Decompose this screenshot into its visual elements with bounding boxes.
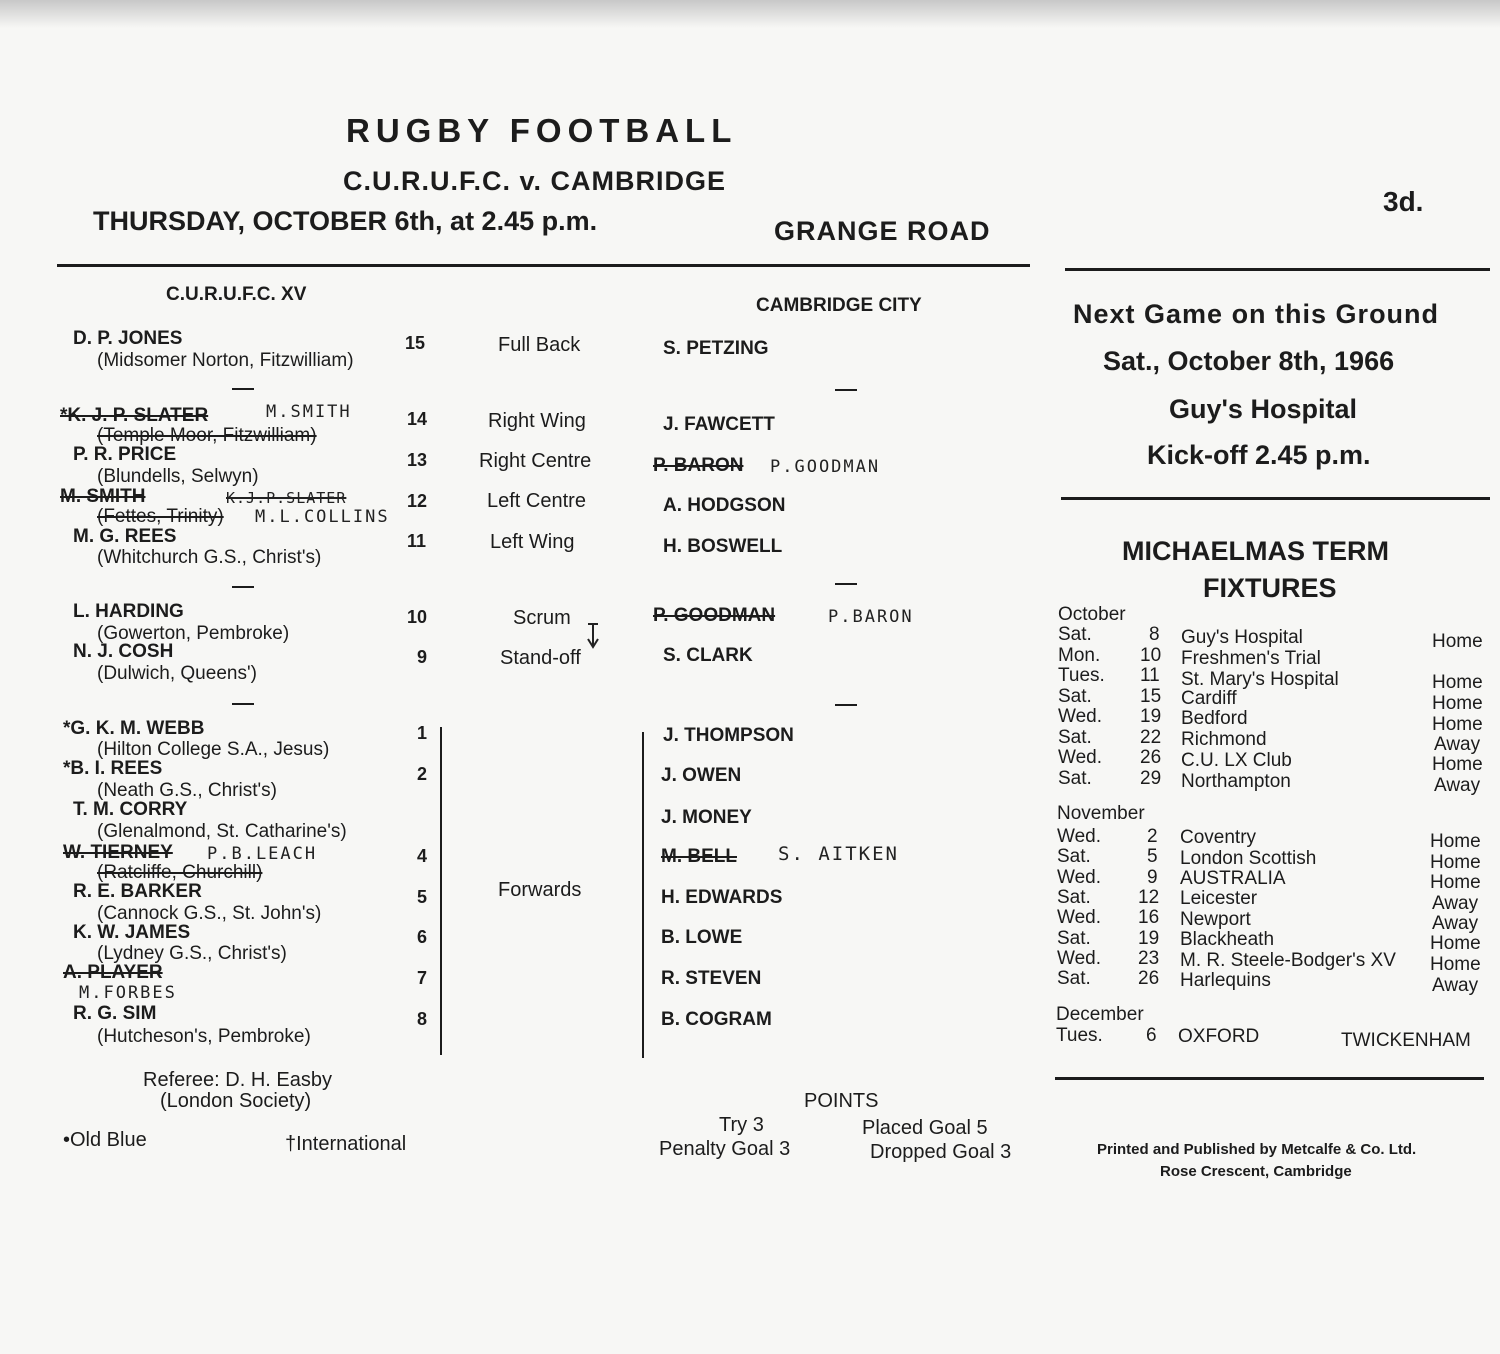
fixture-date: 5 xyxy=(1147,846,1158,867)
fixture-day: Wed. xyxy=(1057,867,1102,888)
home-player-name: M. G. REES xyxy=(73,526,177,547)
fixture-opponent: Leicester xyxy=(1180,888,1258,909)
section-divider xyxy=(232,388,254,390)
points-dropped: Dropped Goal 3 xyxy=(870,1141,1012,1163)
handwritten-replacement: P.BARON xyxy=(828,607,914,627)
handwritten-replacement: S. AITKEN xyxy=(778,843,899,865)
match-title: C.U.R.U.F.C. v. CAMBRIDGE xyxy=(343,166,727,196)
fixture-venue: Home xyxy=(1430,933,1481,954)
home-player-name: R. G. SIM xyxy=(73,1003,157,1024)
home-player-school: (Midsomer Norton, Fitzwilliam) xyxy=(97,350,354,371)
home-player-number: 14 xyxy=(407,409,428,429)
position-label: Forwards xyxy=(498,879,582,901)
away-player-name: M. BELL xyxy=(661,846,737,867)
handwritten-replacement: K.J.P.SLATER xyxy=(226,489,347,507)
position-label: Left Centre xyxy=(487,490,586,512)
fixture-date: 26 xyxy=(1140,747,1162,768)
fixture-date: 16 xyxy=(1138,907,1160,928)
fixture-date: 9 xyxy=(1147,867,1158,888)
home-player-number: 11 xyxy=(407,531,427,551)
home-player-school: (Cannock G.S., St. John's) xyxy=(97,903,322,924)
points-penalty: Penalty Goal 3 xyxy=(659,1138,791,1160)
fixture-opponent: OXFORD xyxy=(1178,1026,1260,1047)
fixture-venue: Home xyxy=(1432,714,1483,735)
fixture-day: Tues. xyxy=(1058,665,1105,686)
fixture-month: December xyxy=(1056,1004,1144,1025)
fixture-day: Sat. xyxy=(1058,768,1092,789)
home-player-name: T. M. CORRY xyxy=(73,799,188,820)
fixture-day: Wed. xyxy=(1057,948,1102,969)
fixture-date: 11 xyxy=(1140,665,1160,686)
home-player-name: A. PLAYER xyxy=(63,962,163,983)
position-label: Right Centre xyxy=(479,450,592,472)
home-player-school: (Lydney G.S., Christ's) xyxy=(97,943,287,964)
handwritten-replacement: P.B.LEACH xyxy=(207,844,318,864)
home-player-school: (Whitchurch G.S., Christ's) xyxy=(97,547,322,568)
fixture-date: 26 xyxy=(1138,968,1160,989)
fixture-opponent: Northampton xyxy=(1181,771,1291,792)
fixture-day: Wed. xyxy=(1058,706,1103,727)
home-player-number: 2 xyxy=(417,764,428,784)
away-player-name: J. OWEN xyxy=(661,765,742,786)
fixture-venue: Away xyxy=(1434,734,1481,755)
home-player-name: P. R. PRICE xyxy=(73,444,177,465)
fixture-day: Mon. xyxy=(1058,645,1101,666)
home-player-number: 1 xyxy=(417,723,428,743)
fixture-day: Tues. xyxy=(1056,1025,1103,1046)
home-player-name: K. W. JAMES xyxy=(73,922,191,943)
fixture-opponent: Guy's Hospital xyxy=(1181,627,1303,648)
fixture-date: 23 xyxy=(1138,948,1160,969)
handwritten-replacement: M.L.COLLINS xyxy=(255,507,390,527)
fixture-opponent: Richmond xyxy=(1181,729,1267,750)
points-placed: Placed Goal 5 xyxy=(862,1117,988,1139)
fixture-venue: TWICKENHAM xyxy=(1341,1030,1471,1051)
home-player-number: 12 xyxy=(407,491,428,511)
fixture-opponent: Freshmen's Trial xyxy=(1181,648,1321,669)
forwards-bracket-left xyxy=(440,727,442,1055)
fixture-venue: Home xyxy=(1430,954,1481,975)
sidebar-mid-rule xyxy=(1061,497,1490,500)
fixture-day: Sat. xyxy=(1057,968,1091,989)
fixture-opponent: Coventry xyxy=(1180,827,1257,848)
home-player-number: 4 xyxy=(417,846,428,866)
handwritten-replacement: M.SMITH xyxy=(266,402,352,422)
fixture-venue: Home xyxy=(1432,754,1483,775)
fixture-date: 22 xyxy=(1140,727,1162,748)
fixture-venue: Home xyxy=(1430,872,1481,893)
points-try: Try 3 xyxy=(719,1114,764,1136)
printer-line: Printed and Published by Metcalfe & Co. Ltd. xyxy=(1097,1141,1417,1158)
fixture-day: Sat. xyxy=(1058,624,1092,645)
programme-title: RUGBY FOOTBALL xyxy=(346,112,738,149)
fixture-opponent: Blackheath xyxy=(1180,929,1275,950)
away-player-name: H. BOSWELL xyxy=(663,536,783,557)
away-player-name: B. COGRAM xyxy=(661,1009,772,1030)
fixture-venue: Away xyxy=(1432,893,1479,914)
home-player-number: 10 xyxy=(407,607,428,627)
fixture-date: 6 xyxy=(1146,1025,1157,1046)
handwritten-replacement: P.GOODMAN xyxy=(770,457,881,477)
fixture-opponent: Harlequins xyxy=(1180,970,1271,991)
away-player-name: J. MONEY xyxy=(661,807,752,828)
position-label: Scrum xyxy=(513,607,571,629)
home-player-number: 7 xyxy=(417,968,428,988)
venue: GRANGE ROAD xyxy=(774,216,991,246)
away-player-name: P. BARON xyxy=(653,455,744,476)
away-team-heading: CAMBRIDGE CITY xyxy=(756,295,922,316)
forwards-bracket-right xyxy=(642,732,644,1058)
fixture-date: 10 xyxy=(1140,645,1162,666)
fixtures-heading: MICHAELMAS TERM xyxy=(1122,536,1389,566)
fixture-opponent: C.U. LX Club xyxy=(1181,750,1292,771)
fixture-opponent: M. R. Steele-Bodger's XV xyxy=(1180,950,1396,971)
position-label: Left Wing xyxy=(490,531,575,553)
fixture-opponent: London Scottish xyxy=(1180,848,1317,869)
home-player-name: R. E. BARKER xyxy=(73,881,202,902)
home-player-name: L. HARDING xyxy=(73,601,184,622)
home-player-school: (Neath G.S., Christ's) xyxy=(97,780,277,801)
away-player-name: J. FAWCETT xyxy=(663,414,775,435)
fixture-date: 12 xyxy=(1138,887,1160,908)
printer-address: Rose Crescent, Cambridge xyxy=(1160,1163,1352,1180)
fixture-day: Sat. xyxy=(1058,686,1092,707)
position-label: Right Wing xyxy=(488,410,586,432)
fixture-month: November xyxy=(1057,803,1145,824)
away-player-name: H. EDWARDS xyxy=(661,887,783,908)
fixture-day: Wed. xyxy=(1058,747,1103,768)
section-divider xyxy=(835,704,857,706)
fixture-venue: Away xyxy=(1432,975,1479,996)
fixture-day: Sat. xyxy=(1057,928,1091,949)
fixture-date: 29 xyxy=(1140,768,1162,789)
fixture-date: 8 xyxy=(1149,624,1160,645)
fixture-date: 15 xyxy=(1140,686,1162,707)
fixture-day: Sat. xyxy=(1058,727,1092,748)
away-player-name: S. PETZING xyxy=(663,338,769,359)
away-player-name: P. GOODMAN xyxy=(653,605,776,626)
home-player-number: 15 xyxy=(405,333,426,353)
fixture-opponent: St. Mary's Hospital xyxy=(1181,669,1339,690)
sidebar-top-rule xyxy=(1065,268,1490,271)
fixture-day: Wed. xyxy=(1057,907,1102,928)
section-divider xyxy=(232,586,254,588)
fixture-venue: Away xyxy=(1434,775,1481,796)
home-team-heading: C.U.R.U.F.C. XV xyxy=(166,284,307,305)
home-player-number: 8 xyxy=(417,1009,428,1029)
home-player-number: 5 xyxy=(417,887,428,907)
next-game-opponent: Guy's Hospital xyxy=(1169,394,1357,424)
handwritten-replacement: M.FORBES xyxy=(79,983,177,1003)
section-divider xyxy=(835,583,857,585)
fixture-day: Sat. xyxy=(1057,846,1091,867)
referee-society: (London Society) xyxy=(160,1090,312,1112)
home-player-name: D. P. JONES xyxy=(73,328,183,349)
fixture-opponent: Newport xyxy=(1180,909,1251,930)
points-heading: POINTS xyxy=(804,1090,879,1112)
header-rule xyxy=(57,264,1030,267)
fixture-opponent: AUSTRALIA xyxy=(1180,868,1286,889)
price: 3d. xyxy=(1383,186,1424,217)
fixture-opponent: Bedford xyxy=(1181,708,1248,729)
scan-shadow xyxy=(0,0,1500,28)
fixture-venue: Home xyxy=(1432,672,1483,693)
away-player-name: B. LOWE xyxy=(661,927,743,948)
referee-line: Referee: D. H. Easby xyxy=(143,1069,332,1091)
fixture-date: 2 xyxy=(1147,826,1158,847)
section-divider xyxy=(232,703,254,705)
home-player-number: 6 xyxy=(417,927,428,947)
home-player-number: 9 xyxy=(417,647,428,667)
away-player-name: S. CLARK xyxy=(663,645,753,666)
position-label: Stand-off xyxy=(500,647,581,669)
home-player-school: (Ratcliffe, Churchill) xyxy=(97,862,263,883)
home-player-name: W. TIERNEY xyxy=(63,842,173,863)
fixture-venue: Home xyxy=(1430,852,1481,873)
home-player-school: (Gowerton, Pembroke) xyxy=(97,623,290,644)
fixture-venue: Home xyxy=(1432,631,1483,652)
home-player-school: (Hutcheson's, Pembroke) xyxy=(97,1026,311,1047)
fixture-venue: Home xyxy=(1432,693,1483,714)
home-player-name: N. J. COSH xyxy=(73,641,174,662)
fixture-date: 19 xyxy=(1138,928,1160,949)
next-game-date: Sat., October 8th, 1966 xyxy=(1103,346,1395,376)
old-blue-legend: •Old Blue xyxy=(63,1129,147,1151)
section-divider xyxy=(835,389,857,391)
home-player-name: *B. I. REES xyxy=(63,758,163,779)
away-player-name: A. HODGSON xyxy=(663,495,786,516)
international-legend: †International xyxy=(285,1133,407,1155)
home-player-name: *G. K. M. WEBB xyxy=(63,718,205,739)
fixture-day: Sat. xyxy=(1057,887,1091,908)
fixture-day: Wed. xyxy=(1057,826,1102,847)
fixtures-subheading: FIXTURES xyxy=(1203,573,1337,603)
home-player-school: (Dulwich, Queens') xyxy=(97,663,257,684)
home-player-school: (Fettes, Trinity) xyxy=(97,506,224,527)
home-player-name: *K. J. P. SLATER xyxy=(60,405,209,426)
home-player-school: (Temple Moor, Fitzwilliam) xyxy=(97,425,317,446)
next-game-line: Next Game on this Ground xyxy=(1073,299,1440,329)
fixture-opponent: Cardiff xyxy=(1181,688,1237,709)
fixture-venue: Home xyxy=(1430,831,1481,852)
position-label: Full Back xyxy=(498,334,581,356)
swap-arrow-icon xyxy=(584,621,602,651)
away-player-name: R. STEVEN xyxy=(661,968,762,989)
next-game-kickoff: Kick-off 2.45 p.m. xyxy=(1147,440,1371,470)
fixture-date: 19 xyxy=(1140,706,1162,727)
sidebar-bottom-rule xyxy=(1055,1077,1484,1080)
fixture-venue: Away xyxy=(1432,913,1479,934)
fixture-month: October xyxy=(1058,604,1126,625)
home-player-name: M. SMITH xyxy=(60,486,146,507)
home-player-school: (Hilton College S.A., Jesus) xyxy=(97,739,330,760)
away-player-name: J. THOMPSON xyxy=(663,725,794,746)
match-date-time: THURSDAY, OCTOBER 6th, at 2.45 p.m. xyxy=(93,206,598,236)
home-player-school: (Blundells, Selwyn) xyxy=(97,466,259,487)
home-player-number: 13 xyxy=(407,450,428,470)
home-player-school: (Glenalmond, St. Catharine's) xyxy=(97,821,347,842)
